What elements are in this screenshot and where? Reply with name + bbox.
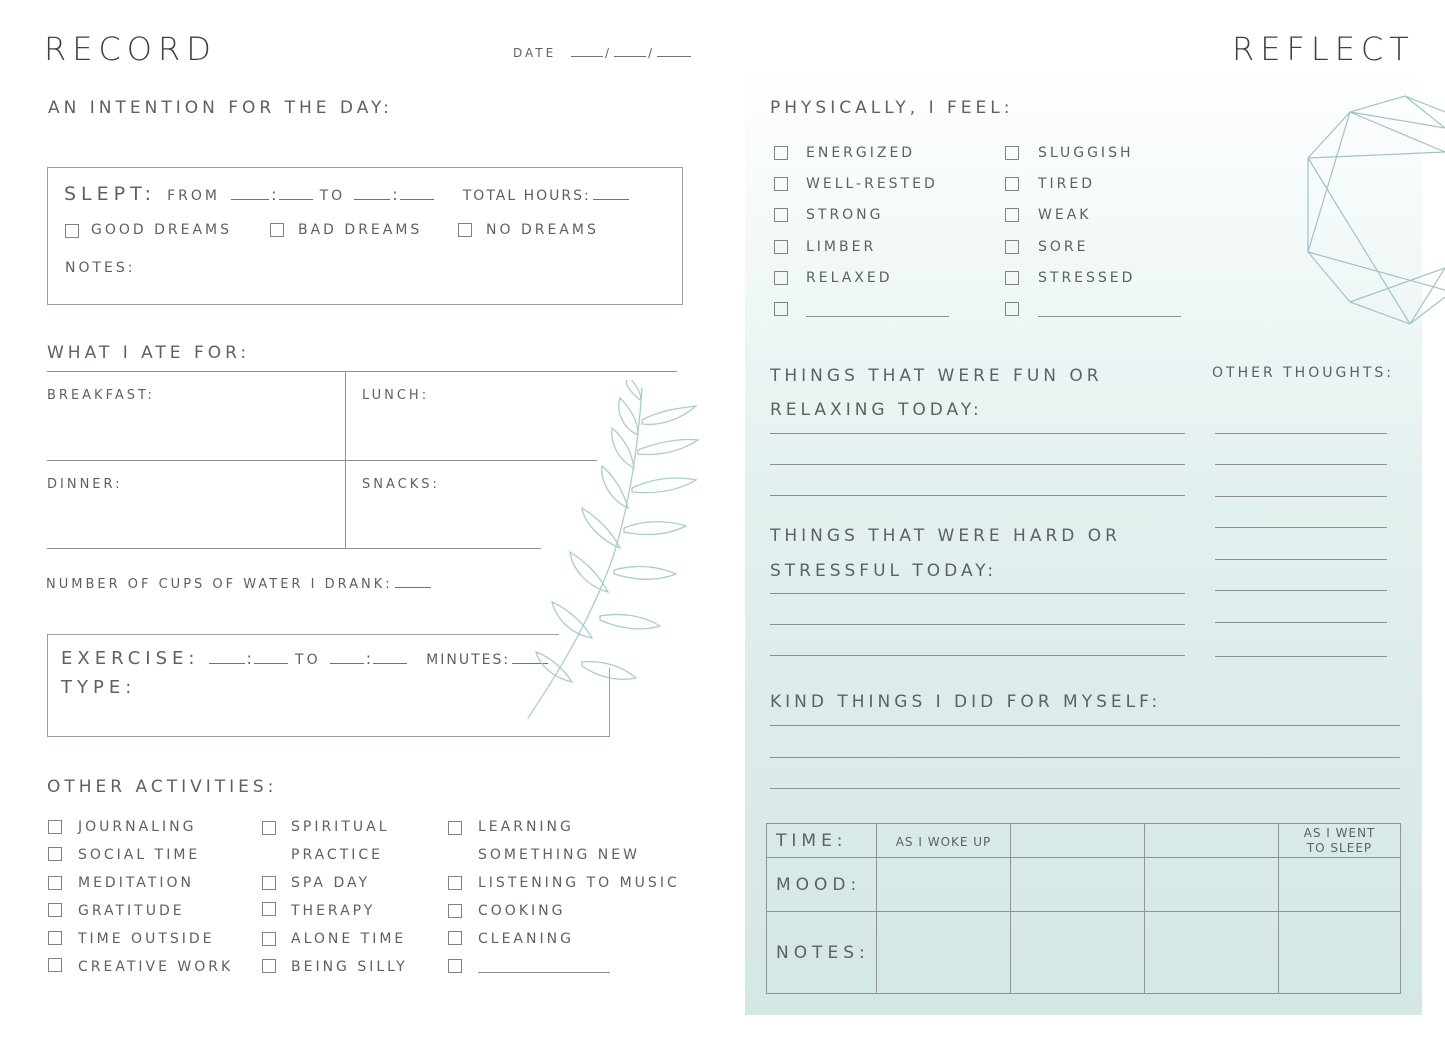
woke-header-cell (877, 824, 1011, 858)
good-dreams-checkbox[interactable] (65, 224, 79, 238)
thoughts-line[interactable] (1215, 559, 1387, 560)
hard-line1: THINGS THAT WERE HARD OR (770, 526, 1121, 546)
custom-activity-line[interactable] (478, 972, 610, 973)
meals-heading: WHAT I ATE FOR: (47, 343, 251, 363)
social-time-label: SOCIAL TIME (78, 847, 201, 863)
lunch-label: LUNCH: (362, 388, 430, 403)
fun-line-3[interactable] (770, 495, 1185, 496)
mood-cell[interactable] (1279, 858, 1401, 912)
spiritual-practice-checkbox[interactable] (262, 821, 276, 835)
alone-time-checkbox[interactable] (262, 932, 276, 946)
fun-line1: THINGS THAT WERE FUN OR (770, 366, 1103, 386)
kind-line-2[interactable] (770, 757, 1400, 758)
time-cell[interactable] (1011, 824, 1145, 858)
minutes-label: MINUTES: (426, 652, 511, 668)
thoughts-line[interactable] (1215, 590, 1387, 591)
exercise-to-label: TO (295, 652, 321, 668)
journaling-label: JOURNALING (78, 819, 197, 835)
fun-line-1[interactable] (770, 433, 1185, 434)
sleep-line2: TO SLEEP (1306, 840, 1373, 855)
being-silly-label: BEING SILLY (291, 959, 408, 975)
something-new-label: SOMETHING NEW (478, 847, 640, 863)
being-silly-checkbox[interactable] (262, 959, 276, 973)
fun-line2: RELAXING TODAY: (770, 400, 983, 420)
notes-label: NOTES: (776, 942, 870, 963)
weak-label: WEAK (1038, 207, 1092, 223)
listening-to-music-label: LISTENING TO MUSIC (478, 875, 680, 891)
alone-time-label: ALONE TIME (291, 931, 407, 947)
learning-label: LEARNING (478, 819, 574, 835)
cleaning-checkbox[interactable] (448, 931, 462, 945)
time-label: TIME: (776, 830, 848, 851)
total-hours-label: TOTAL HOURS: (462, 188, 591, 204)
sleep-row: SLEPT: FROM : TO : TOTAL HOURS: (64, 183, 631, 205)
social-time-checkbox[interactable] (48, 847, 62, 861)
mood-cell[interactable] (1011, 858, 1145, 912)
exercise-label: EXERCISE: (61, 648, 200, 669)
custom-feeling-left-line[interactable] (806, 316, 949, 317)
good-dreams-label: GOOD DREAMS (91, 222, 233, 238)
custom-feeling-right-checkbox[interactable] (1005, 302, 1019, 316)
time-header-cell (767, 824, 877, 858)
thoughts-line[interactable] (1215, 656, 1387, 657)
tired-label: TIRED (1038, 176, 1096, 192)
meditation-checkbox[interactable] (48, 876, 62, 890)
kind-line-3[interactable] (770, 788, 1400, 789)
relaxed-checkbox[interactable] (774, 271, 788, 285)
cooking-label: COOKING (478, 903, 566, 919)
therapy-label: THERAPY (291, 903, 376, 919)
gratitude-label: GRATITUDE (78, 903, 185, 919)
time-outside-label: TIME OUTSIDE (78, 931, 215, 947)
geometric-ornament (1300, 92, 1445, 328)
from-label: FROM (167, 188, 221, 204)
strong-checkbox[interactable] (774, 208, 788, 222)
fun-line-2[interactable] (770, 464, 1185, 465)
sluggish-label: SLUGGISH (1038, 145, 1134, 161)
water-row (46, 577, 433, 592)
notes-cell[interactable] (1011, 912, 1145, 994)
notes-cell[interactable] (1145, 912, 1279, 994)
record-title: RECORD (44, 30, 217, 68)
mood-cell[interactable] (1145, 858, 1279, 912)
time-outside-checkbox[interactable] (48, 931, 62, 945)
hard-line-1[interactable] (770, 593, 1185, 594)
sluggish-checkbox[interactable] (1005, 146, 1019, 160)
mood-label: MOOD: (776, 874, 862, 895)
slept-label: SLEPT: (64, 183, 157, 205)
sore-label: SORE (1038, 239, 1089, 255)
bad-dreams-checkbox[interactable] (270, 223, 284, 237)
energized-checkbox[interactable] (774, 146, 788, 160)
dinner-label: DINNER: (47, 477, 123, 492)
mood-header-cell (767, 858, 877, 912)
no-dreams-label: NO DREAMS (486, 222, 599, 238)
hard-line-3[interactable] (770, 655, 1185, 656)
gratitude-checkbox[interactable] (48, 903, 62, 917)
intention-label: AN INTENTION FOR THE DAY: (48, 98, 393, 118)
cleaning-label: CLEANING (478, 931, 574, 947)
date-field[interactable]: DATE / / (513, 46, 693, 60)
creative-work-label: CREATIVE WORK (78, 959, 234, 975)
exercise-row: EXERCISE: : TO : MINUTES: (61, 648, 550, 669)
thoughts-line[interactable] (1215, 527, 1387, 528)
spiritual-label: SPIRITUAL (291, 819, 390, 835)
therapy-checkbox[interactable] (262, 902, 276, 916)
spa-day-label: SPA DAY (291, 875, 371, 891)
learning-something-new-checkbox[interactable] (448, 821, 462, 835)
notes-cell[interactable] (1279, 912, 1401, 994)
well-rested-checkbox[interactable] (774, 177, 788, 191)
tired-checkbox[interactable] (1005, 177, 1019, 191)
thoughts-line[interactable] (1215, 433, 1387, 434)
stressed-label: STRESSED (1038, 270, 1136, 286)
mood-table (766, 823, 1401, 994)
kind-line-1[interactable] (770, 725, 1400, 726)
time-cell[interactable] (1145, 824, 1279, 858)
cooking-checkbox[interactable] (448, 904, 462, 918)
custom-feeling-right-line[interactable] (1038, 316, 1181, 317)
stressed-checkbox[interactable] (1005, 271, 1019, 285)
breakfast-label: BREAKFAST: (47, 388, 155, 403)
physical-label: PHYSICALLY, I FEEL: (770, 98, 1014, 118)
reflect-title: REFLECT (1232, 30, 1415, 68)
bad-dreams-label: BAD DREAMS (298, 222, 423, 238)
no-dreams-checkbox[interactable] (458, 223, 472, 237)
energized-label: ENERGIZED (806, 145, 916, 161)
leaf-illustration (520, 380, 710, 725)
woke-label: AS I WOKE UP (895, 835, 992, 849)
well-rested-label: WELL-RESTED (806, 176, 938, 192)
notes-header-cell (767, 912, 877, 994)
strong-label: STRONG (806, 207, 884, 223)
journaling-checkbox[interactable] (48, 820, 62, 834)
to-label: TO (319, 188, 346, 204)
thoughts-line[interactable] (1215, 622, 1387, 623)
hard-line2: STRESSFUL TODAY: (770, 561, 998, 581)
weak-checkbox[interactable] (1005, 208, 1019, 222)
sleep-notes-label: NOTES: (65, 260, 136, 276)
thoughts-line[interactable] (1215, 496, 1387, 497)
spa-day-checkbox[interactable] (262, 876, 276, 890)
exercise-type-label: TYPE: (61, 677, 137, 698)
creative-work-checkbox[interactable] (48, 958, 62, 972)
custom-activity-checkbox[interactable] (448, 959, 462, 973)
mood-cell[interactable] (877, 858, 1011, 912)
water-label: NUMBER OF CUPS OF WATER I DRANK: (46, 577, 393, 592)
custom-feeling-left-checkbox[interactable] (774, 302, 788, 316)
date-label: DATE (513, 46, 557, 60)
notes-cell[interactable] (877, 912, 1011, 994)
sleep-header-cell (1279, 824, 1401, 858)
listening-to-music-checkbox[interactable] (448, 876, 462, 890)
activities-heading: OTHER ACTIVITIES: (47, 777, 278, 797)
practice-label: PRACTICE (291, 847, 384, 863)
hard-line-2[interactable] (770, 624, 1185, 625)
limber-checkbox[interactable] (774, 240, 788, 254)
snacks-label: SNACKS: (362, 477, 440, 492)
meditation-label: MEDITATION (78, 875, 194, 891)
kind-label: KIND THINGS I DID FOR MYSELF: (770, 692, 1162, 712)
sleep-line1: AS I WENT (1303, 825, 1376, 840)
other-thoughts-label: OTHER THOUGHTS: (1212, 365, 1394, 381)
relaxed-label: RELAXED (806, 270, 893, 286)
limber-label: LIMBER (806, 239, 877, 255)
thoughts-line[interactable] (1215, 464, 1387, 465)
sore-checkbox[interactable] (1005, 240, 1019, 254)
